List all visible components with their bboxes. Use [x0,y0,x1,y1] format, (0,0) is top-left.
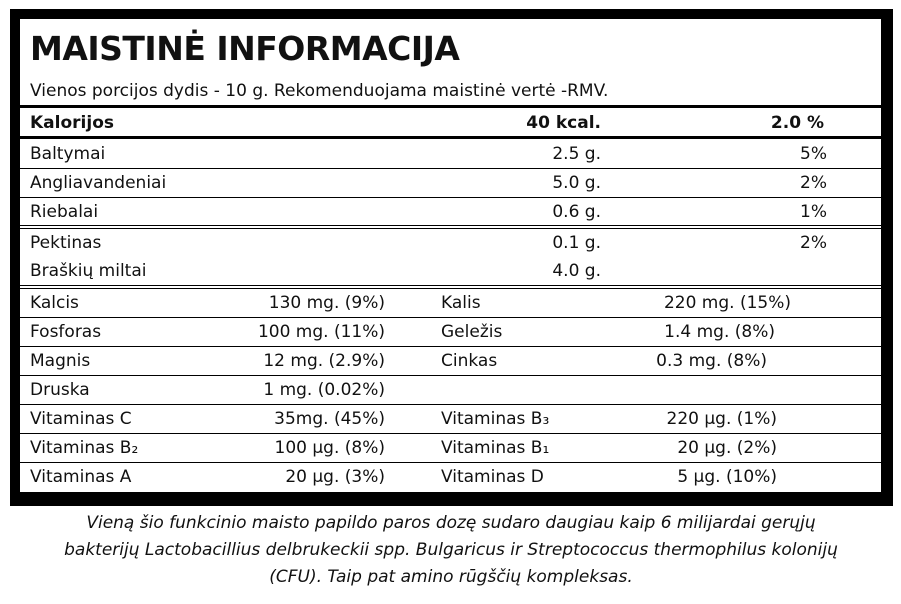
mineral-name: Vitaminas C [30,409,132,429]
mineral-name: Vitaminas A [30,467,132,487]
mineral-value: 0.3 mg. (8%) [656,351,767,371]
mineral-name: Vitaminas B₂ [30,438,139,458]
mineral-name: Druska [30,380,90,400]
main-row-percent: 5% [800,144,827,164]
serving-info: Vienos porcijos dydis - 10 g. Rekomenduojama maistinė vertė -RMV. [30,81,609,101]
mineral-value: 1 mg. (0.02%) [263,380,385,400]
mineral-name: Kalcis [30,293,79,313]
mineral-name: Vitaminas B₃ [441,409,550,429]
mineral-value: 20 µg. (2%) [677,438,777,458]
divider-under-calories [20,136,881,139]
mineral-name: Vitaminas B₁ [441,438,550,458]
row-divider [20,346,881,347]
divider-under-serving [20,105,881,108]
main-row-amount: 4.0 g. [552,261,601,281]
main-row-name: Pektinas [30,233,102,253]
row-divider [20,288,881,289]
main-row-name: Baltymai [30,144,106,164]
row-divider [20,375,881,376]
main-row-amount: 0.6 g. [552,202,601,222]
mineral-name: Kalis [441,293,481,313]
row-divider [20,168,881,169]
main-row-amount: 40 kcal. [526,113,601,133]
main-row-percent: 2.0 % [770,113,824,133]
mineral-value: 220 mg. (15%) [663,293,791,313]
mineral-value: 35mg. (45%) [274,409,385,429]
main-row-name: Angliavandeniai [30,173,167,193]
row-divider [20,228,881,229]
main-row-amount: 5.0 g. [552,173,601,193]
row-divider [20,433,881,434]
mineral-value: 20 µg. (3%) [285,467,385,487]
main-row-amount: 0.1 g. [552,233,601,253]
mineral-name: Geležis [441,322,503,342]
row-divider [20,197,881,198]
footnote-line: (CFU). Taip pat amino rūgščių kompleksas. [269,567,633,587]
mineral-value: 5 µg. (10%) [677,467,777,487]
row-divider [20,317,881,318]
mineral-value: 220 µg. (1%) [666,409,777,429]
main-row-name: Kalorijos [30,113,114,133]
row-divider [20,225,881,226]
row-divider [20,404,881,405]
mineral-value: 1.4 mg. (8%) [664,322,775,342]
main-row-percent: 2% [800,233,827,253]
mineral-value: 100 µg. (8%) [274,438,385,458]
main-row-name: Riebalai [30,202,99,222]
mineral-name: Magnis [30,351,91,371]
footnote-line: bakterijų Lactobacillius delbrukeckii spp. Bulgaricus ir Streptococcus thermophilus kolonijų [64,540,838,560]
nutrition-panel [19,18,882,493]
mineral-name: Cinkas [441,351,498,371]
main-row-percent: 2% [800,173,827,193]
row-divider [20,285,881,286]
mineral-value: 100 mg. (11%) [257,322,385,342]
footnote-line: Vieną šio funkcinio maisto papildo paros dozę sudaro daugiau kaip 6 milijardai gerųjų [86,513,816,533]
main-row-percent: 1% [800,202,827,222]
probiotic-footnote [18,510,884,591]
mineral-name: Vitaminas D [441,467,544,487]
mineral-name: Fosforas [30,322,102,342]
mineral-value: 130 mg. (9%) [268,293,385,313]
panel-title: MAISTINĖ INFORMACIJA [30,29,460,68]
row-divider [20,462,881,463]
mineral-value: 12 mg. (2.9%) [263,351,385,371]
main-row-name: Braškių miltai [30,261,147,281]
main-row-amount: 2.5 g. [552,144,601,164]
